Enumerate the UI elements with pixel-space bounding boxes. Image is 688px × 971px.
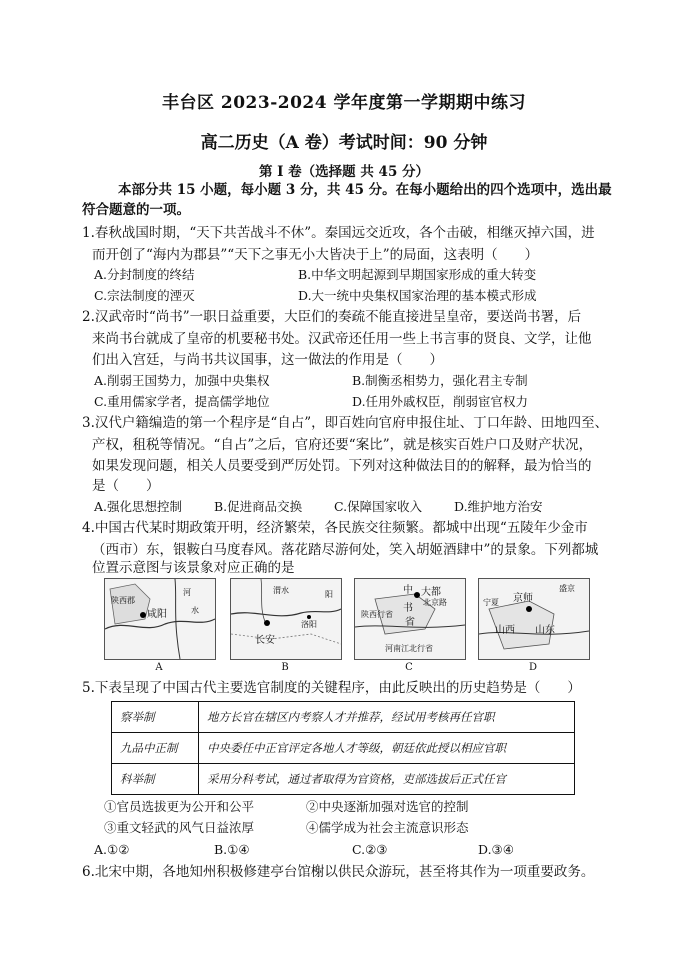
- map-b-river: [231, 609, 341, 616]
- table-cell-desc: 中央委任中正官评定各地人才等级，朝廷依此授以相应官职: [199, 733, 575, 764]
- map-b-place: 阳: [325, 590, 333, 599]
- q4-stem-line2: （西市）东，银鞍白马度春风。落花踏尽游何处，笑入胡姬酒肆中”的景象。下列都城: [92, 542, 599, 558]
- q3-stem-line1: 3.汉代户籍编造的第一个程序是“自占”，即百姓向官府申报住址、丁口年龄、田地四至、: [82, 415, 609, 431]
- map-d-place: 山西: [495, 625, 515, 636]
- q3-option-a: A.强化思想控制: [94, 499, 183, 514]
- q2-option-b: B.制衡丞相势力，强化君主专制: [352, 373, 528, 388]
- selection-system-table: [111, 701, 575, 795]
- q3-stem-line3: 如果发现问题，相关人员要受到严厉处罚。下列对这种做法目的的解释，最为恰当的: [92, 458, 592, 474]
- map-d-place: 山东: [535, 625, 555, 636]
- q5-option-b: B.①④: [214, 842, 250, 857]
- map-c-place: 省: [405, 617, 415, 628]
- map-c-place: 大都: [421, 587, 441, 598]
- map-c-capital-dot: [414, 592, 420, 598]
- map-a: [104, 578, 216, 660]
- q2-stem-line1: 2.汉武帝时“尚书”一职日益重要，大臣们的奏疏不能直接进呈皇帝，要送尚书署，后: [82, 309, 582, 325]
- map-c-place: 中: [403, 585, 413, 596]
- q5-stem-line1: 5.下表呈现了中国古代主要选官制度的关键程序，由此反映出的历史趋势是（ ）: [82, 680, 581, 696]
- q2-option-c: C.重用儒家学者，提高儒学地位: [94, 394, 270, 409]
- q1-stem-line1: 1.春秋战国时期，“天下共苦战斗不休”。秦国远交近攻，各个击破，相继灭掉六国，进: [82, 225, 595, 241]
- q4-stem-line3: 位置示意图与该景象对应正确的是: [92, 560, 295, 576]
- q5-option-d: D.③④: [478, 842, 514, 857]
- table-row: [112, 702, 575, 733]
- map-a-river2: [175, 579, 180, 659]
- map-a-capital-dot: [140, 612, 146, 618]
- map-b-place: 长安: [255, 635, 275, 646]
- map-c-place: 陕西行省: [361, 610, 393, 619]
- q1-stem-line2: 而开创了“海内为郡县”“天下之事无小大皆决于上”的局面，这表明（ ）: [92, 247, 539, 263]
- q6-stem-line1: 6.北宋中期，各地知州积极修建亭台馆榭以供民众游玩，甚至将其作为一项重要政务。: [82, 864, 595, 880]
- capital-maps: [104, 578, 574, 674]
- instructions-line1: 本部分共 15 小题，每小题 3 分，共 45 分。在每小题给出的四个选项中，选出最: [118, 182, 612, 198]
- map-b-label: B: [281, 662, 289, 673]
- part-heading: 第 I 卷（选择题 共 45 分）: [258, 164, 430, 180]
- map-b-capital-dot: [264, 620, 270, 626]
- q2-option-d: D.任用外戚权臣，削弱宦官权力: [352, 394, 529, 409]
- map-d-capital-dot: [526, 606, 532, 612]
- map-b-place: 洛阳: [301, 620, 317, 629]
- exam-subtitle: 高二历史（A 卷）考试时间：90 分钟: [200, 133, 488, 153]
- map-a-label: A: [155, 662, 163, 673]
- q2-stem-line2: 来尚书台就成了皇帝的机要秘书处。汉武帝还任用一些上书言事的贤良、文学，让他: [92, 331, 592, 347]
- q1-option-a: A.分封制度的终结: [94, 267, 195, 282]
- q1-option-c: C.宗法制度的湮灭: [94, 288, 195, 303]
- map-c-place: 河南江北行省: [385, 644, 433, 653]
- q5-option-c: C.②③: [352, 842, 388, 857]
- map-a-place: 河: [183, 588, 191, 597]
- q5-item-3: ③重文轻武的风气日益浓厚: [104, 820, 255, 835]
- exam-title: 丰台区 2023-2024 学年度第一学期期中练习: [161, 93, 527, 113]
- table-cell-name: 察举制: [112, 702, 199, 733]
- map-d-label: D: [528, 662, 538, 673]
- q2-option-a: A.削弱王国势力，加强中央集权: [94, 373, 270, 388]
- q3-option-b: B.促进商品交换: [214, 499, 303, 514]
- q4-stem-line1: 4.中国古代某时期政策开明，经济繁荣，各民族交往频繁。都城中出现“五陵年少金市: [82, 520, 588, 536]
- map-b-river2: [261, 579, 266, 624]
- instructions-line2: 符合题意的一项。: [82, 202, 190, 218]
- map-c: [354, 578, 466, 660]
- q5-option-a: A.①②: [94, 842, 130, 857]
- q3-option-d: D.维护地方治安: [454, 499, 543, 514]
- q2-stem-line3: 们出入宫廷，与尚书共议国事，这一做法的作用是（ ）: [92, 352, 443, 368]
- q3-stem-line4: 是（ ）: [92, 478, 160, 494]
- map-c-place: 书: [403, 603, 413, 614]
- q1-option-b: B.中华文明起源到早期国家形成的重大转变: [298, 267, 537, 282]
- map-c-place: 北京路: [423, 598, 447, 607]
- map-c-label: C: [405, 662, 413, 673]
- map-d-place: 宁夏: [483, 598, 499, 607]
- table-row: [112, 764, 575, 795]
- map-b-border: [231, 634, 341, 644]
- table-cell-name: 科举制: [112, 764, 199, 795]
- map-a-place: 水: [191, 606, 199, 615]
- map-d-place: 盛京: [559, 584, 575, 593]
- q3-stem-line2: 产权，租税等情况。“自占”之后，官府还要“案比”，就是核实百姓户口及财产状况，: [92, 437, 593, 453]
- map-a-place: 咸阳: [147, 609, 167, 620]
- q5-item-1: ①官员选拔更为公开和公平: [104, 799, 255, 814]
- q3-option-c: C.保障国家收入: [334, 499, 423, 514]
- q1-option-d: D.大一统中央集权国家治理的基本模式形成: [298, 288, 537, 303]
- table-cell-name: 九品中正制: [112, 733, 199, 764]
- map-b-place: 渭水: [273, 586, 289, 595]
- map-d-place: 京师: [513, 593, 533, 604]
- q5-item-2: ②中央逐渐加强对选官的控制: [306, 799, 469, 814]
- table-row: [112, 733, 575, 764]
- table-cell-desc: 地方长官在辖区内考察人才并推荐，经试用考核再任官职: [199, 702, 575, 733]
- map-d: [478, 578, 590, 660]
- q5-item-4: ④儒学成为社会主流意识形态: [306, 820, 469, 835]
- table-cell-desc: 采用分科考试，通过者取得为官资格，吏部选拔后正式任官: [199, 764, 575, 795]
- map-a-place: 陕西郡: [111, 596, 135, 605]
- map-b: [230, 578, 342, 660]
